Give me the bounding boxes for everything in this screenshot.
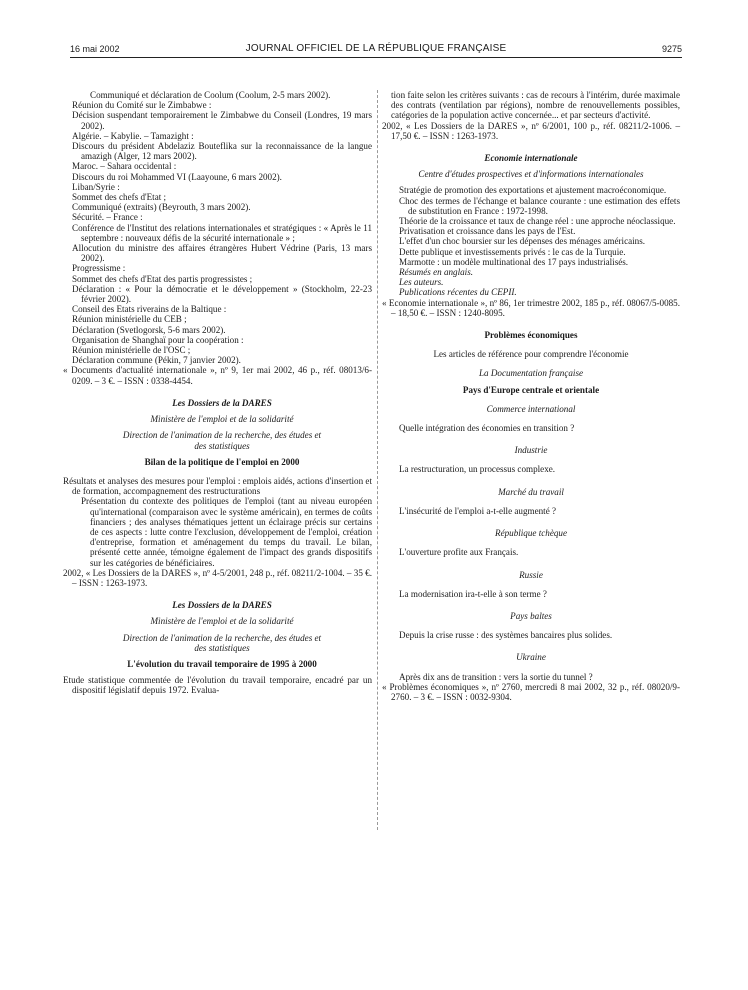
section-heading: Bilan de la politique de l'emploi en 2000 (144, 456, 300, 467)
ministry: Ministère de l'emploi et de la solidarité (150, 616, 294, 627)
entry: Réunion ministérielle de l'OSC ; (72, 345, 191, 356)
entry: Liban/Syrie : (72, 181, 120, 192)
article: Choc des termes de l'échange et balance courante : une estimation des effets de substitution en France : 1972-1998. (399, 195, 680, 216)
topic-label: Pays baltes (510, 610, 552, 621)
article: Marmotte : un modèle multinational des 17 pays industrialisés. (399, 256, 629, 267)
intro: Les articles de référence pour comprendre l'économie (433, 349, 629, 360)
right-column (382, 90, 680, 702)
topic-label: Industrie (514, 445, 548, 456)
topic-label: Ukraine (516, 652, 546, 663)
header-rule (70, 57, 682, 58)
entry: Sommet des chefs d'Etat des partis progressistes ; (72, 273, 253, 284)
section-heading: L'évolution du travail temporaire de 1995 à 2000 (127, 658, 317, 669)
entry: Réunion ministérielle du CEB ; (72, 314, 187, 325)
section-heading: Pays d'Europe centrale et orientale (462, 384, 600, 395)
entry: Algérie. – Kabylie. – Tamazight : (72, 130, 194, 141)
entry: Discours du président Abdelaziz Bouteflika sur la reconnaissance de la langue amazigh (Alger, 12 mars 2002). (72, 141, 372, 162)
topic-text: L'ouverture profite aux Français. (399, 547, 519, 558)
reference: 2002, « Les Dossiers de la DARES », nº 6/2001, 100 p., réf. 08211/2-1006. – 17,50 €. – ISSN : 1263-1973. (382, 120, 680, 141)
direction: Direction de l'animation de la recherche, des études et des statistiques (122, 632, 322, 653)
entry: Déclaration (Svetlogorsk, 5-6 mars 2002). (72, 324, 226, 335)
entry: Organisation de Shanghaï pour la coopération : (72, 334, 244, 345)
topic-label: République tchèque (495, 528, 567, 539)
article: Théorie de la croissance et taux de change réel : une approche néoclassique. (399, 216, 676, 227)
italic-note: Résumés en anglais. (399, 267, 474, 278)
column-divider (377, 90, 378, 830)
topic-text: La restructuration, un processus complexe. (399, 464, 556, 475)
topic-label: Commerce international (486, 403, 576, 414)
page-number: 9275 (661, 44, 682, 54)
intro: Résultats et analyses des mesures pour l'emploi : emplois aidés, actions d'insertion et de formation, accompagnement des restructurations (63, 475, 372, 497)
entry: Sécurité. – France : (72, 212, 143, 223)
reference: « Documents d'actualité internationale », nº 9, 1er mai 2002, 46 p., réf. 08013/6-0209. – 3 €. – ISSN : 0338-4454. (63, 365, 372, 386)
entry: Allocution du ministre des affaires étrangères Hubert Védrine (Paris, 13 mars 2002). (72, 243, 372, 264)
topic-text: Après dix ans de transition : vers la sortie du tunnel ? (399, 671, 593, 682)
header-title: JOURNAL OFFICIEL DE LA RÉPUBLIQUE FRANÇAISE (245, 43, 507, 54)
entry: Maroc. – Sahara occidental : (72, 161, 177, 172)
topic-text: Depuis la crise russe : des systèmes bancaires plus solides. (399, 630, 613, 641)
article: Stratégie de promotion des exportations et ajustement macroéconomique. (399, 185, 667, 196)
direction: Direction de l'animation de la recherche, des études et des statistiques (122, 430, 322, 451)
article: L'effet d'un choc boursier sur les dépenses des ménages américains. (399, 236, 646, 247)
source: La Documentation française (478, 368, 584, 379)
reference: 2002, « Les Dossiers de la DARES », nº 4-5/2001, 248 p., réf. 08211/2-1004. – 35 €. – ISSN : 1263-1973. (63, 567, 372, 588)
entry: Réunion du Comité sur le Zimbabwe : (72, 100, 212, 111)
entry: Conférence de l'Institut des relations internationales et stratégiques : « Après le 11 septembre : nouveaux défis de la sécurité internationale » ; (72, 222, 372, 243)
entry: Discours du roi Mohammed VI (Laayoune, 6 mars 2002). (72, 171, 282, 182)
ministry: Ministère de l'emploi et de la solidarité (150, 414, 294, 425)
body: Présentation du contexte des politiques de l'emploi (tant au niveau européen qu'international (comparaison avec le système américain), en termes de coûts financiers ; des analyses thématiques jettent un éclairage précis sur certains de ces aspects : lutte contre l'exclusion, développement de l'emploi, création d'entreprise, formation et aménagement du temps du travail. Le bilan, présenté cette année, témoigne également de l'impact des grands dispositifs sur les catégories de bénéficiaires. (81, 496, 372, 568)
entry: Décision suspendant temporairement le Zimbabwe du Conseil (Londres, 19 mars 2002). (72, 110, 372, 131)
italic-note: Les auteurs. (399, 277, 444, 288)
body: Etude statistique commentée de l'évolution du travail temporaire, encadré par un dispositif législatif depuis 1972. Evalua- (63, 675, 372, 696)
entry: Communiqué et déclaration de Coolum (Coolum, 2-5 mars 2002). (90, 90, 331, 100)
left-column (63, 90, 372, 696)
article: Dette publique et investissements privés : le cas de la Turquie. (399, 246, 626, 257)
page-header (70, 44, 682, 58)
series-title: Les Dossiers de la DARES (172, 397, 272, 408)
header-date: 16 mai 2002 (70, 44, 120, 54)
entry: Conseil des Etats riverains de la Baltique : (72, 304, 227, 315)
article: Privatisation et croissance dans les pays de l'Est. (399, 226, 576, 237)
entry: Sommet des chefs d'Etat ; (72, 192, 167, 203)
entry: Progressisme : (72, 263, 126, 274)
series-title: Problèmes économiques (484, 330, 578, 341)
topic-label: Marché du travail (498, 486, 564, 497)
topic-text: La modernisation ira-t-elle à son terme ? (399, 588, 547, 599)
italic-note: Publications récentes du CEPII. (399, 287, 517, 298)
center-name: Centre d'études prospectives et d'informations internationales (418, 169, 644, 180)
reference: « Problèmes économiques », nº 2760, mercredi 8 mai 2002, 32 p., réf. 08020/9-2760. – 3 €. – ISSN : 0032-9304. (382, 681, 680, 702)
reference: « Economie internationale », nº 86, 1er trimestre 2002, 185 p., réf. 08067/5-0085. – 18,50 €. – ISSN : 1240-8095. (382, 297, 680, 318)
entry: Déclaration commune (Pékin, 7 janvier 2002). (72, 355, 241, 366)
series-title: Les Dossiers de la DARES (172, 600, 272, 611)
topic-text: Quelle intégration des économies en transition ? (399, 423, 575, 434)
topic-label: Russie (519, 569, 543, 580)
entry: Communiqué (extraits) (Beyrouth, 3 mars 2002). (72, 202, 251, 213)
entry: Déclaration : « Pour la démocratie et le développement » (Stockholm, 22-23 février 2002). (72, 283, 372, 305)
continuation: tion faite selon les critères suivants : cas de recours à l'intérim, durée maximale des contrats (ventilation par régions), nombre de renouvellements possibles, catégories de la population active concernée... et par secteurs d'activité. (391, 90, 680, 121)
series-title: Economie internationale (484, 153, 578, 164)
topic-text: L'insécurité de l'emploi a-t-elle augmenté ? (399, 505, 557, 516)
